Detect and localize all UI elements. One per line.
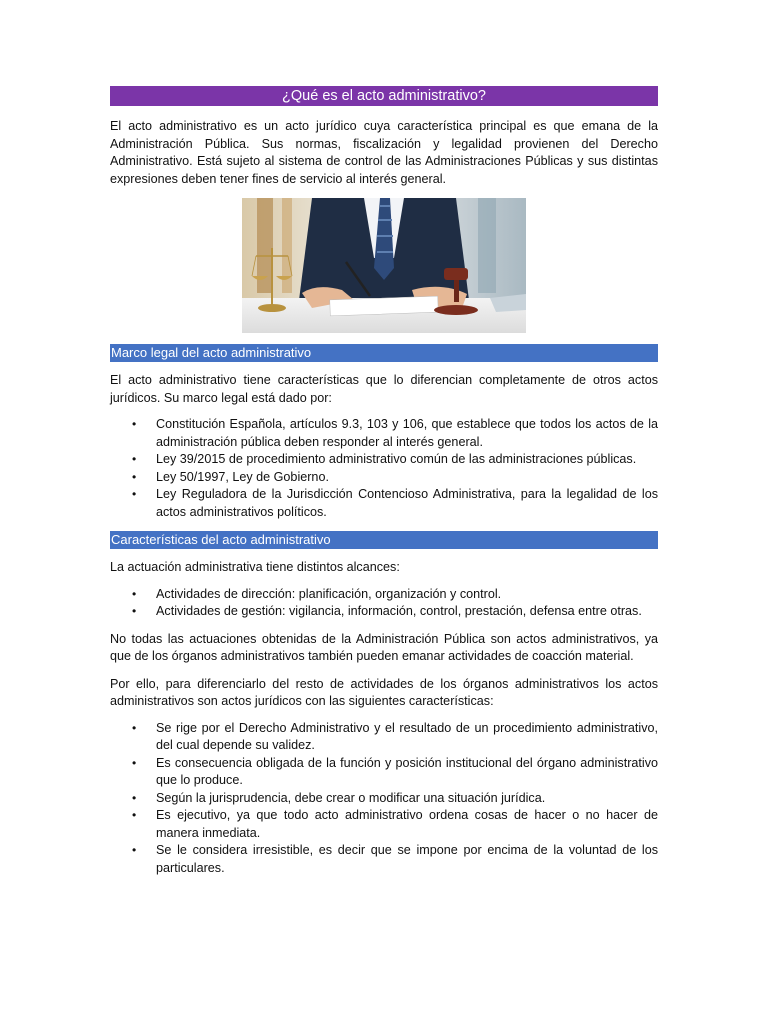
diferenciar-paragraph: Por ello, para diferenciarlo del resto de actividades de los órganos administrativos los actos administrativos son actos jurídicos con las siguientes características: bbox=[110, 676, 658, 708]
intro-paragraph: El acto administrativo es un acto jurídico cuya característica principal es que emana de la Administración Pública. Sus normas, fiscalización y legalidad provienen del Derecho Administrativo. Está sujeto al sistema de control de las Administraciones Públicas y sus distintas expresiones deben tener fines de servicio al interés general. bbox=[110, 119, 658, 186]
list-item-text: Ley Reguladora de la Jurisdicción Contencioso Administrativa, para la legalidad de los actos administrativos políticos. bbox=[156, 487, 658, 519]
photo-container bbox=[110, 198, 658, 333]
list-item bbox=[110, 807, 658, 842]
office-desk-photo bbox=[242, 198, 526, 333]
page-title: ¿Qué es el acto administrativo? bbox=[110, 86, 658, 106]
bullet-icon: • bbox=[132, 843, 137, 857]
bullet-icon: • bbox=[132, 790, 137, 805]
list-item bbox=[110, 603, 658, 621]
list-item-text: Se le considera irresistible, es decir que se impone por encima de la voluntad de los particulares. bbox=[156, 843, 658, 875]
section-heading-marco-legal: Marco legal del acto administrativo bbox=[110, 344, 658, 362]
marco-lead-paragraph: El acto administrativo tiene características que lo diferencian completamente de otros actos jurídicos. Su marco legal está dado por: bbox=[110, 373, 658, 405]
bullet-icon: • bbox=[132, 452, 137, 466]
list-item-text: Ley 39/2015 de procedimiento administrativo común de las administraciones públicas. bbox=[156, 452, 637, 466]
bullet-icon: • bbox=[132, 604, 137, 618]
caracteristicas-list bbox=[110, 720, 658, 878]
list-item-text: Es ejecutivo, ya que todo acto administrativo ordena cosas de hacer o no hacer de manera inmediata. bbox=[156, 808, 658, 840]
list-item bbox=[110, 586, 658, 604]
bullet-icon: • bbox=[132, 469, 137, 484]
bullet-icon: • bbox=[132, 808, 137, 822]
list-item bbox=[110, 416, 658, 451]
list-item-text: Constitución Española, artículos 9.3, 103 y 106, que establece que todos los actos de la administración pública deben responder al interés general. bbox=[156, 417, 658, 449]
bullet-icon: • bbox=[132, 755, 137, 770]
section-heading-caracteristicas: Características del acto administrativo bbox=[110, 531, 658, 549]
list-item bbox=[110, 755, 658, 790]
list-item-text: Según la jurisprudencia, debe crear o modificar una situación jurídica. bbox=[156, 790, 546, 805]
list-item-text: Se rige por el Derecho Administrativo y el resultado de un procedimiento administrativo, del cual depende su validez. bbox=[156, 720, 658, 752]
bullet-icon: • bbox=[132, 586, 137, 601]
list-item-text: Actividades de gestión: vigilancia, información, control, prestación, defensa entre otras. bbox=[156, 604, 642, 618]
document-content bbox=[110, 86, 658, 877]
bullet-icon: • bbox=[132, 417, 137, 431]
alcances-list bbox=[110, 586, 658, 621]
marco-legal-list bbox=[110, 416, 658, 521]
list-item-text: Actividades de dirección: planificación, organización y control. bbox=[156, 586, 502, 601]
bullet-icon: • bbox=[132, 720, 137, 735]
list-item-text: Es consecuencia obligada de la función y posición institucional del órgano administrativo que lo produce. bbox=[156, 755, 658, 787]
coaccion-paragraph: No todas las actuaciones obtenidas de la Administración Pública son actos administrativos, ya que de los órganos administrativos también pueden emanar actividades de coacción material. bbox=[110, 631, 658, 663]
list-item bbox=[110, 486, 658, 521]
bullet-icon: • bbox=[132, 487, 137, 501]
list-item bbox=[110, 451, 658, 469]
list-item bbox=[110, 842, 658, 877]
list-item bbox=[110, 790, 658, 808]
list-item bbox=[110, 469, 658, 487]
list-item bbox=[110, 720, 658, 755]
list-item-text: Ley 50/1997, Ley de Gobierno. bbox=[156, 469, 329, 484]
caract-lead-paragraph: La actuación administrativa tiene distintos alcances: bbox=[110, 560, 400, 574]
